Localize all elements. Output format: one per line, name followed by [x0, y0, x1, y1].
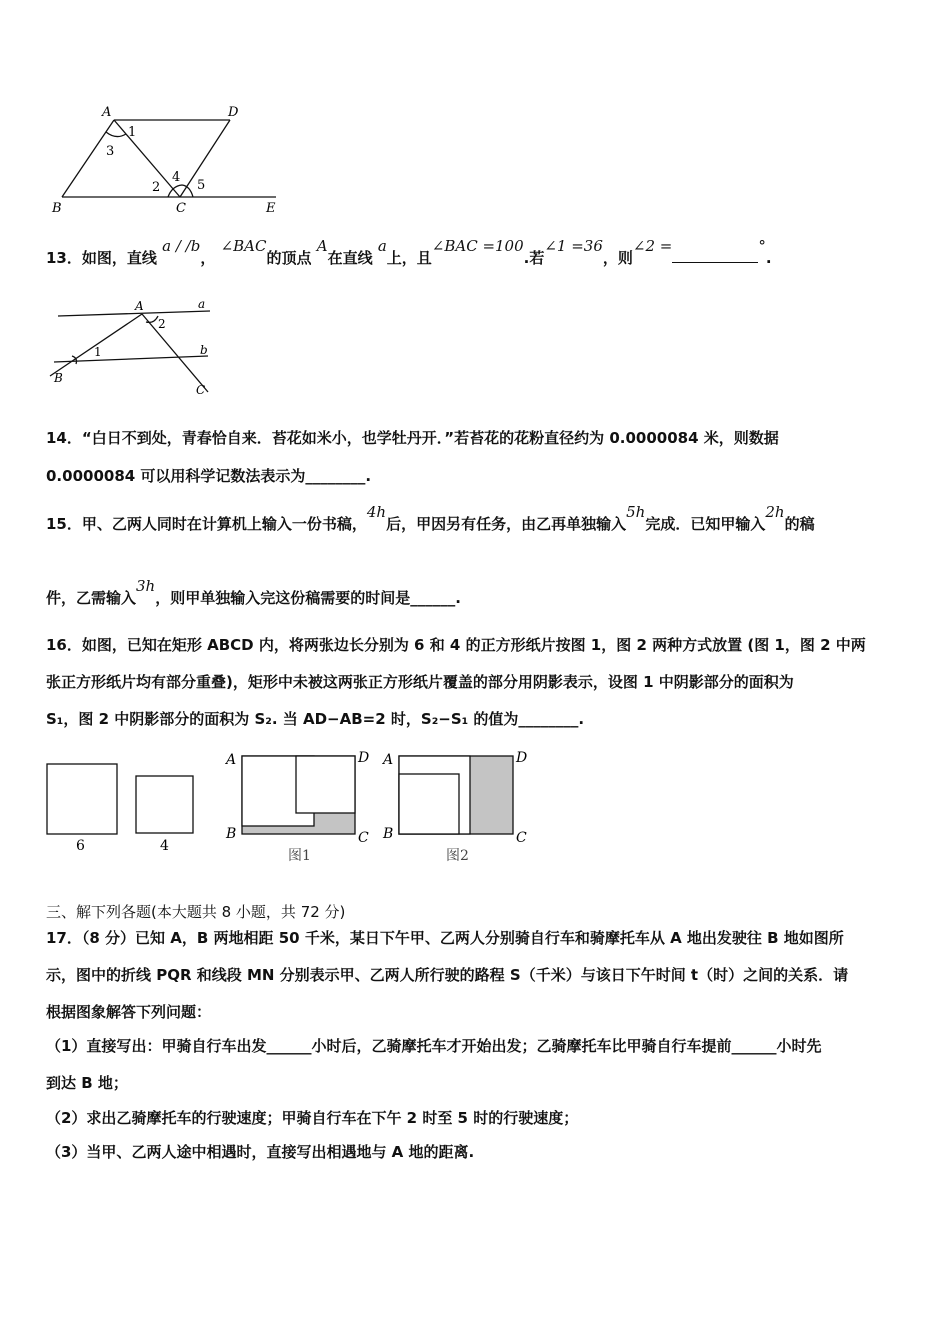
parallel-lines-figure: [46, 296, 226, 398]
q13-math-angle-value: ∠BAC =100: [431, 237, 524, 255]
point-D-label: D: [228, 105, 239, 120]
question-16-line-3: S₁，图 2 中阴影部分的面积为 S₂. 当 AD−AB=2 时，S₂−S₁ 的值为________.: [46, 710, 585, 728]
question-16-line-2: 张正方形纸片均有部分重叠)，矩形中未被这两张正方形纸片覆盖的部分用阴影表示，设图 1 中阴影部分的面积为: [46, 673, 794, 691]
fig1-point-D: D: [358, 750, 370, 766]
q15-math-3h: 3h: [136, 577, 156, 595]
question-17-line-3: 根据图象解答下列问题：: [46, 1003, 212, 1021]
q15-math-5h: 5h: [626, 503, 646, 521]
fig1-point-C: C: [358, 830, 369, 846]
question-16-line-1: 16．如图，已知在矩形 ABCD 内，将两张边长分别为 6 和 4 的正方形纸片按图 1，图 2 两种方式放置 (图 1，图 2 中两: [46, 636, 866, 654]
point-C-label: C: [176, 201, 186, 216]
q13-answer-blank: [672, 248, 758, 263]
question-17-part-2: （2）求出乙骑摩托车的行驶速度；甲骑自行车在下午 2 时至 5 时的行驶速度；: [46, 1109, 579, 1127]
fig2-point-A: A: [383, 752, 394, 768]
fig1-caption: 图1: [288, 848, 311, 864]
question-17-part-1: （1）直接写出：甲骑自行车出发______小时后，乙骑摩托车才开始出发；乙骑摩托车比甲骑自行车提前______小时先: [46, 1037, 822, 1055]
question-15-line-1: 15．甲、乙两人同时在计算机上输入一份书稿，4h后，甲因另有任务，由乙再单独输入5h完成．已知甲输入2h的稿: [46, 503, 815, 533]
parallelogram-figure: [48, 100, 288, 218]
section-3-heading: 三、解下列各题(本大题共 8 小题，共 72 分): [46, 903, 346, 921]
q13-math-angle-bac: ∠BAC: [220, 237, 267, 255]
fig2-point-B: B: [383, 826, 394, 842]
angle-4-label: 4: [172, 170, 181, 185]
question-17-part-3: （3）当甲、乙两人途中相遇时，直接写出相遇地与 A 地的距离.: [46, 1143, 475, 1161]
q15-math-2h: 2h: [765, 503, 785, 521]
line-a-label: a: [198, 297, 206, 311]
squares-figure: [40, 744, 540, 868]
fig2-caption: 图2: [446, 848, 469, 864]
fig2-point-C: C: [516, 830, 527, 846]
degree-sign: °: [758, 237, 766, 255]
question-13: 13．如图，直线 a / /b， ∠BAC的顶点 A在直线 a上，且∠BAC =100.若∠1 =36，则∠2 = °.: [46, 237, 772, 267]
square-4-label: 4: [160, 838, 169, 854]
question-14-line-2: 0.0000084 可以用科学记数法表示为________.: [46, 467, 372, 485]
question-17-part-1-cont: 到达 B 地；: [46, 1074, 128, 1092]
fig2-point-D: D: [516, 750, 528, 766]
q13-math-line-a: a: [377, 237, 387, 255]
point-E-label: E: [266, 201, 276, 216]
line-b-label: b: [200, 343, 208, 357]
point-A-label: A: [135, 299, 144, 313]
angle-5-label: 5: [197, 178, 206, 193]
fig1-point-B: B: [226, 826, 237, 842]
angle-2-label: 2: [152, 180, 161, 195]
angle-2-label: 2: [158, 317, 166, 331]
q13-math-a-parallel-b: a / /b: [162, 237, 201, 255]
angle-3-label: 3: [106, 144, 115, 159]
angle-1-label: 1: [94, 345, 102, 359]
question-17-line-2: 示，图中的折线 PQR 和线段 MN 分别表示甲、乙两人所行驶的路程 S（千米）与该日下午时间 t（时）之间的关系．请: [46, 966, 849, 984]
q13-math-a-point: A: [316, 237, 328, 255]
point-A-label: A: [102, 105, 112, 120]
question-14-line-1: 14．“白日不到处，青春恰自来．苔花如米小，也学牡丹开．”若苔花的花粉直径约为 0.0000084 米，则数据: [46, 429, 779, 447]
fig1-point-A: A: [226, 752, 237, 768]
point-B-label: B: [54, 371, 63, 385]
q13-math-angle2: ∠2 =: [632, 237, 673, 255]
point-B-label: B: [52, 201, 62, 216]
q13-math-angle1: ∠1 =36: [544, 237, 603, 255]
question-15-line-2: 件，乙需输入3h，则甲单独输入完这份稿需要的时间是______.: [46, 577, 461, 607]
q15-math-4h: 4h: [366, 503, 387, 521]
square-6-label: 6: [76, 838, 85, 854]
angle-1-label: 1: [128, 125, 137, 140]
point-C-label: C: [196, 383, 206, 397]
q13-text: 13．如图，直线: [46, 249, 157, 267]
question-17-line-1: 17．（8 分）已知 A，B 两地相距 50 千米，某日下午甲、乙两人分别骑自行车和骑摩托车从 A 地出发驶往 B 地如图所: [46, 929, 844, 947]
